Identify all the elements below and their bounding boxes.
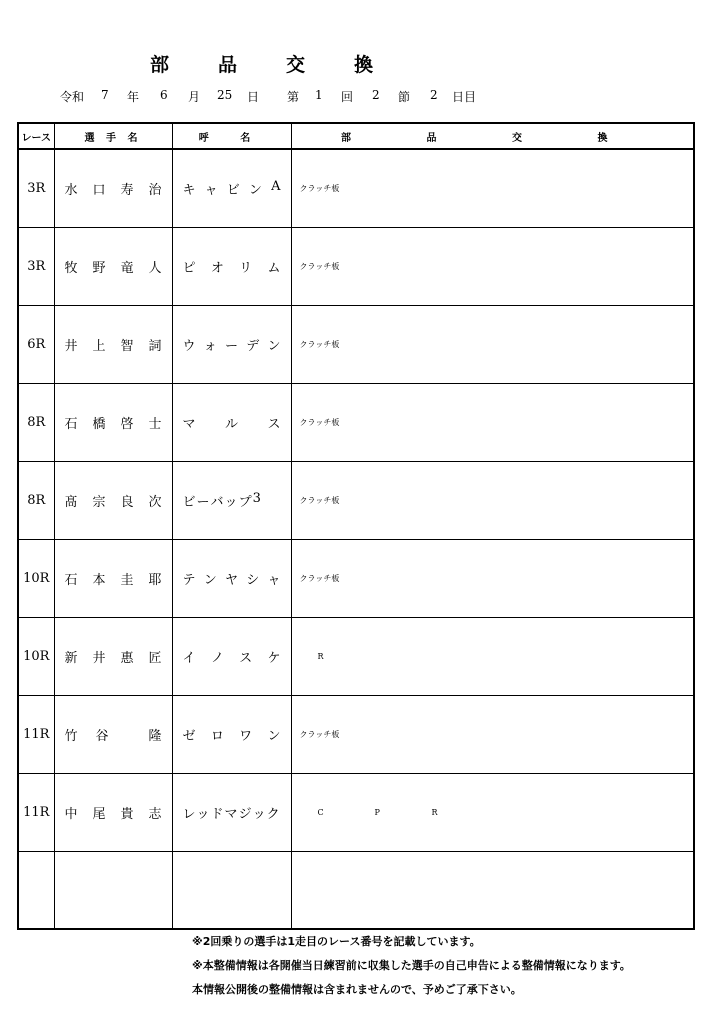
day-unit: 日 [247, 90, 260, 104]
callname [172, 695, 291, 773]
month-value: 6 [160, 88, 168, 102]
racer-name-char: 橋 [92, 416, 106, 432]
callname-char: リ [239, 260, 253, 276]
table-row [18, 305, 694, 383]
racer-name-char: 啓 [120, 416, 134, 432]
part-item: C [317, 807, 324, 817]
racer-name [54, 461, 172, 539]
callname-char: ド [210, 806, 224, 822]
racer-name-char: 耶 [148, 572, 162, 588]
callname-char: ャ [267, 572, 281, 588]
racer-name [54, 305, 172, 383]
racer-name-char: 次 [148, 494, 162, 510]
callname-char: ロ [210, 728, 224, 744]
callname-char: 3 [252, 490, 261, 506]
callname-char: デ [246, 338, 260, 354]
callname-char: ッ [196, 806, 210, 822]
racer-name-char: 竜 [120, 260, 134, 276]
callname-char: ム [267, 260, 281, 276]
part-item: クラッチ板 [299, 417, 340, 427]
callname-char: マ [182, 416, 196, 432]
racer-name-char: 治 [148, 182, 162, 198]
racer-name-char: 水 [64, 182, 78, 198]
callname-char: シ [246, 572, 260, 588]
racer-name-char: 詞 [148, 338, 162, 354]
parts-exchanged [291, 305, 694, 383]
table-row [18, 149, 694, 227]
parts-exchanged [291, 149, 694, 227]
racer-name-char: 牧 [64, 260, 78, 276]
racer-name-char: 新 [64, 650, 78, 666]
callname-char: ケ [267, 650, 281, 666]
part-item: クラッチ板 [299, 729, 340, 739]
racer-name-char: 石 [64, 416, 78, 432]
note-line: 本情報公開後の整備情報は含まれませんので、予めご了承下さい。 [192, 983, 522, 996]
day-value: 25 [217, 88, 233, 102]
dayno-value: 2 [430, 88, 438, 102]
callname-char: オ [210, 260, 224, 276]
racer-name-char: 士 [148, 416, 162, 432]
callname-char: バ [210, 494, 224, 510]
callname [172, 539, 291, 617]
callname-char: イ [182, 650, 196, 666]
era: 令和 [60, 90, 85, 104]
parts-exchanged [291, 227, 694, 305]
racer-name-char: 尾 [92, 806, 106, 822]
callname-char: ウ [182, 338, 196, 354]
title-char: 部 [150, 54, 170, 76]
title-char: 交 [286, 54, 306, 76]
callname-char: ジ [238, 806, 252, 822]
callname-char: ク [266, 806, 280, 822]
part-item: クラッチ板 [299, 339, 340, 349]
race-number: 11R [18, 695, 54, 773]
callname-char: マ [224, 806, 238, 822]
racer-name-char: 惠 [120, 650, 134, 666]
parts-exchanged [291, 695, 694, 773]
callname-char: テ [182, 572, 196, 588]
racer-name-char: 宗 [92, 494, 106, 510]
callname [172, 851, 291, 929]
racer-name-char: 上 [92, 338, 106, 354]
race-number: 3R [18, 149, 54, 227]
callname-char: ス [267, 416, 281, 432]
callname-char: ワ [239, 728, 253, 744]
month-unit: 月 [188, 90, 201, 104]
racer-name [54, 851, 172, 929]
callname-char: ビ [226, 182, 240, 198]
racer-name-char: 貴 [120, 806, 134, 822]
callname-char: ゼ [182, 728, 196, 744]
race-number: 8R [18, 461, 54, 539]
callname-char: ノ [210, 650, 224, 666]
session-value: 1 [315, 88, 323, 102]
racer-name-char: 野 [92, 260, 106, 276]
parts-exchanged [291, 383, 694, 461]
racer-name [54, 149, 172, 227]
note-line: ※本整備情報は各開催当日練習前に収集した選手の自己申告による整備情報になります。 [192, 959, 631, 972]
callname-char: ス [239, 650, 253, 666]
racer-name-char: 石 [64, 572, 78, 588]
race-number: 6R [18, 305, 54, 383]
racer-name-char: 匠 [148, 650, 162, 666]
racer-name-char: 圭 [120, 572, 134, 588]
callname-char: ッ [252, 806, 266, 822]
racer-name-char: 寿 [120, 182, 134, 198]
section-unit: 節 [398, 90, 411, 104]
callname [172, 383, 291, 461]
race-number: 3R [18, 227, 54, 305]
callname [172, 461, 291, 539]
part-item: R [317, 651, 324, 661]
parts-exchanged [291, 773, 694, 851]
racer-name-char: 井 [64, 338, 78, 354]
race-number: 11R [18, 773, 54, 851]
table-row [18, 539, 694, 617]
racer-name [54, 383, 172, 461]
part-item: クラッチ板 [299, 573, 340, 583]
racer-name-char: 中 [64, 806, 78, 822]
racer-name-char: 井 [92, 650, 106, 666]
callname-char: ー [224, 338, 238, 354]
parts-exchange-table [17, 122, 695, 930]
parts-exchanged [291, 851, 694, 929]
part-item: R [431, 807, 438, 817]
racer-name [54, 695, 172, 773]
header-race: レース [18, 123, 54, 149]
part-item: P [374, 807, 380, 817]
table-row [18, 461, 694, 539]
callname [172, 227, 291, 305]
callname-char: ー [196, 494, 210, 510]
table-row [18, 851, 694, 929]
table-row [18, 383, 694, 461]
header-callname: 呼 名 [172, 123, 291, 149]
table-row [18, 695, 694, 773]
notes [192, 933, 631, 1005]
callname-char: レ [182, 806, 196, 822]
racer-name [54, 617, 172, 695]
header-racer-name: 選 手 名 [54, 123, 172, 149]
racer-name-char: 隆 [148, 728, 162, 744]
racer-name-char: 竹 [64, 728, 78, 744]
racer-name-char: 本 [92, 572, 106, 588]
table-row [18, 773, 694, 851]
callname-char: ビ [182, 494, 196, 510]
table-row [18, 617, 694, 695]
parts-exchanged [291, 539, 694, 617]
callname-char: ン [267, 728, 281, 744]
racer-name [54, 539, 172, 617]
year-unit: 年 [127, 90, 140, 104]
race-number: 8R [18, 383, 54, 461]
part-item: クラッチ板 [299, 183, 340, 193]
racer-name-char: 人 [148, 260, 162, 276]
dai: 第 [287, 90, 300, 104]
callname [172, 149, 291, 227]
note-line: ※2回乗りの選手は1走目のレース番号を記載しています。 [192, 935, 481, 948]
table-header-row [18, 123, 694, 149]
title-char: 換 [354, 54, 374, 76]
callname-char: ル [224, 416, 238, 432]
callname [172, 773, 291, 851]
racer-name-char [126, 725, 130, 744]
year-value: 7 [101, 88, 109, 102]
race-number [18, 851, 54, 929]
callname-char: ッ [224, 494, 238, 510]
racer-name-char: 髙 [64, 494, 78, 510]
race-number: 10R [18, 617, 54, 695]
session-unit: 回 [341, 90, 354, 104]
racer-name [54, 227, 172, 305]
callname-char: ォ [203, 338, 217, 354]
title-char: 品 [218, 54, 238, 76]
racer-name-char: 谷 [95, 728, 109, 744]
table-row [18, 227, 694, 305]
callname-char: ャ [204, 182, 218, 198]
header-parts: 部 品 交 換 [291, 123, 694, 149]
callname-char: ン [267, 338, 281, 354]
section-value: 2 [372, 88, 380, 102]
callname [172, 305, 291, 383]
racer-name-char: 志 [148, 806, 162, 822]
callname-char: ン [248, 182, 262, 198]
callname-char: プ [238, 494, 252, 510]
callname-char: ピ [182, 260, 196, 276]
parts-exchanged [291, 617, 694, 695]
racer-name [54, 773, 172, 851]
parts-exchanged [291, 461, 694, 539]
callname-char: キ [182, 182, 196, 198]
callname-char: A [271, 178, 281, 194]
racer-name-char: 口 [92, 182, 106, 198]
racer-name-char: 良 [120, 494, 134, 510]
race-number: 10R [18, 539, 54, 617]
dayno-unit: 日目 [452, 90, 477, 104]
part-item: クラッチ板 [299, 261, 340, 271]
callname-char: ヤ [224, 572, 238, 588]
racer-name-char: 智 [120, 338, 134, 354]
part-item: クラッチ板 [299, 495, 340, 505]
callname-char: ン [203, 572, 217, 588]
callname [172, 617, 291, 695]
